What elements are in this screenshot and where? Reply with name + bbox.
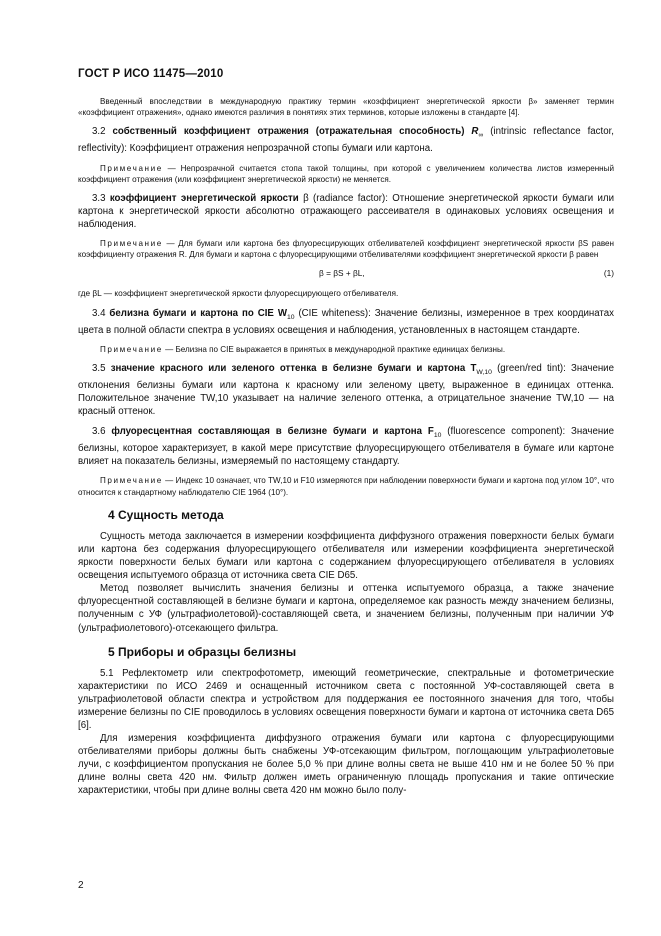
- term-3-5: [78, 362, 614, 418]
- term-title: значение красного или зеленого оттенка в белизне бумаги и картона T: [110, 362, 477, 374]
- section-5-paragraph-1: 5.1 Рефлектометр или спектрофотометр, имеющий геометрические, спектральные и фотометрические характеристики по ИСО 2469 и оснащенный источником света с постоянной УФ-составляющей света в ультрафиолетовой области спектра и устройством для поддержания ее постоянного значения для того, чтобы измерение белизны по CIE проводилось в условиях освещения поверхности бумаги и картона от источника света D65 [6].: [78, 667, 614, 732]
- note-text: — Для бумаги или картона без флуоресцирующих отбеливателей коэффициент энергетической яркости βS равен коэффициенту отражения R. Для бумаги и картона с флуоресцирующими отбеливателями коэффициент энергетической яркости β равен: [78, 239, 614, 260]
- note-label: Примечание: [100, 163, 163, 173]
- term-number: 3.4: [92, 307, 106, 319]
- section-5-title: 5 Приборы и образцы белизны: [108, 644, 297, 659]
- note-3-4: [78, 344, 614, 355]
- term-definition: β (radiance factor): Отношение энергетической яркости бумаги или картона к энергетической яркости абсолютно отражающего рассеивателя в одинаковых условиях освещения и наблюдения.: [78, 192, 614, 231]
- term-number: 3.2: [92, 126, 106, 138]
- term-title: коэффициент энергетической яркости: [109, 192, 299, 204]
- term-symbol-sub: 10: [433, 432, 442, 440]
- term-title: флуоресцентная составляющая в белизне бумаги и картона F: [111, 426, 434, 438]
- formula-1: [78, 268, 614, 282]
- term-title: белизна бумаги и картона по CIE W: [109, 307, 287, 319]
- term-3-2: [78, 125, 614, 155]
- note-text: — Непрозрачной считается стопа такой толщины, при которой с увеличением количества листов измеренный коэффициент отражения (или коэффициент энергетической яркости) не меняется.: [78, 163, 614, 184]
- section-5-paragraph-2: Для измерения коэффициента диффузного отражения бумаги или картона с флуоресцирующими отбеливателями приборы должны быть снабжены УФ-отсекающим фильтром, поглощающим ультрафиолетовые лучи, с коэффициентом пропускания не более 5,0 % при длине волны света не выше 410 нм и не более 50 % при длине волны света 420 нм. Фильтр должен иметь ограниченную площадь пропускания и такие оптические характеристики, чтобы при длине волны света 420 нм можно было полу-: [78, 733, 614, 797]
- note-label: Примечание: [100, 344, 163, 354]
- term-symbol-sub: ∞: [478, 132, 484, 140]
- term-definition: (intrinsic reflectance factor, reflectivity): Коэффициент отражения непрозрачной стопы бумаги или картона.: [78, 126, 614, 155]
- term-symbol-sub: W,10: [476, 368, 492, 376]
- page-header: ГОСТ Р ИСО 11475—2010: [78, 68, 224, 80]
- term-number: 3.6: [92, 426, 106, 438]
- note-label: Примечание: [100, 239, 163, 249]
- page-number: 2: [78, 880, 84, 891]
- term-number: 3.5: [92, 362, 106, 374]
- term-definition: (green/red tint): Значение отклонения белизны бумаги или картона к красному или зеленому цвету, выраженное в единицах оттенка. Положительное значение TW,10 указывает на наличие зеленого оттенка, а отрицательное значение TW,10 — на красный оттенок.: [78, 362, 614, 418]
- term-3-3: [78, 192, 614, 231]
- term-symbol: R: [471, 126, 479, 138]
- term-title: собственный коэффициент отражения (отражательная способность): [112, 126, 465, 138]
- section-4-paragraph-2: Метод позволяет вычислить значения белизны и оттенка испытуемого образца, а также значение флуоресцентной составляющей в белизне бумаги и картона, определяемое как разность между значением белизны, полученным с УФ (ультрафиолетовой)-составляющей света, и значением белизны, полученным при наличии УФ (ультрафиолетового)-отсекающего фильтра.: [78, 583, 614, 634]
- term-3-4: [78, 307, 614, 337]
- formula-legend: где βL — коэффициент энергетической яркости флуоресцирующего отбеливателя.: [78, 287, 399, 298]
- section-4-title: 4 Сущность метода: [108, 507, 224, 522]
- term-number: 3.3: [92, 192, 106, 204]
- section-4-paragraph-1: Сущность метода заключается в измерении коэффициента диффузного отражения поверхности белых бумаги или картона без содержания флуоресцирующего отбеливателя или измерении коэффициента энергетической яркости поверхности белых бумаги или картона с содержанием флуоресцирующего отбеливателя в условиях освещения испытуемого образца от источника света CIE D65.: [78, 530, 614, 582]
- note-text: — Индекс 10 означает, что TW,10 и F10 измеряются при наблюдении поверхности бумаги и картона под углом 10°, что относится к стандартному наблюдателю CIE 1964 (10°).: [78, 476, 614, 497]
- term-symbol-sub: 10: [286, 313, 295, 321]
- page-content: [78, 96, 614, 798]
- note-3-2: [78, 163, 614, 185]
- term-3-6: [78, 425, 614, 468]
- note-label: Примечание: [100, 476, 163, 486]
- term-definition: (fluorescence component): Значение белизны, которое характеризует, в какой мере присутствие флуоресцирующего отбеливателя в бумаге или картоне влияет на показатель белизны, измеряемый по настоящему стандарту.: [78, 426, 614, 468]
- note-text: — Белизна по CIE выражается в принятых в международной практике единицах белизны.: [162, 344, 506, 354]
- formula-expression: β = βS + βL,: [319, 267, 365, 278]
- intro-note: Введенный впоследствии в международную практику термин «коэффициент энергетической яркости β» заменяет термин «коэффициент отражения», однако имеются различия в понятиях этих терминов, которые изложены в стандарте [4].: [78, 97, 614, 118]
- note-3-3: [78, 238, 614, 260]
- note-3-6: [78, 475, 614, 497]
- formula-number: (1): [603, 267, 614, 278]
- term-definition: (CIE whiteness): Значение белизны, измеренное в трех координатах цвета в полной области спектра в условиях освещения и наблюдения, установленных в настоящем стандарте.: [78, 307, 614, 336]
